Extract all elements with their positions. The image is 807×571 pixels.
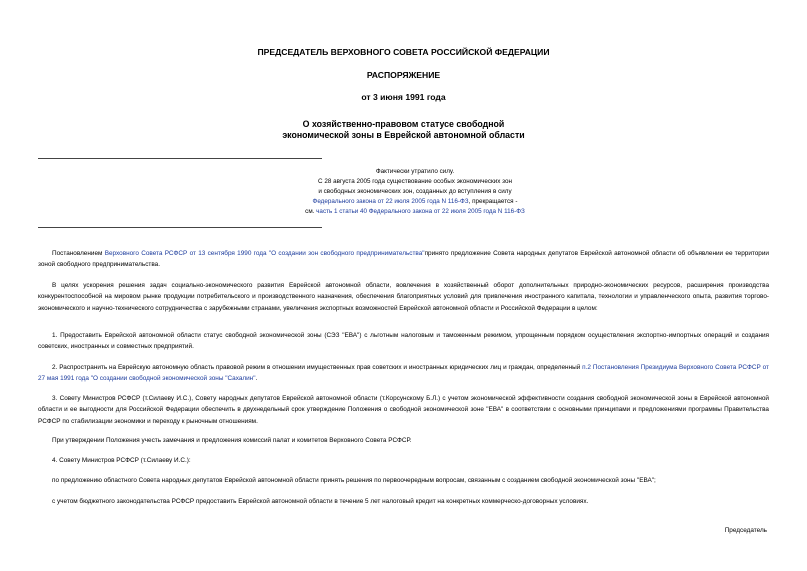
title-line-1: О хозяйственно-правовом статусе свободной: [302, 119, 505, 129]
document-title: [0, 119, 807, 141]
divider-top: [38, 158, 322, 159]
federal-law-link[interactable]: Федерального закона от 22 июля 2005 года N 116-ФЗ: [312, 198, 469, 205]
signature-title: Председатель: [724, 527, 767, 534]
document-type: РАСПОРЯЖЕНИЕ: [366, 70, 441, 80]
status-note: [230, 167, 600, 217]
note-line-4: Федерального закона от 22 июля 2005 года N 116-ФЗ, прекращается -: [312, 198, 518, 205]
divider-bottom: [38, 227, 322, 228]
issuer-heading: ПРЕДСЕДАТЕЛЬ ВЕРХОВНОГО СОВЕТА РОССИЙСКОЙ ФЕДЕРАЦИИ: [257, 47, 550, 57]
paragraph-item-2: 2. Распространить на Еврейскую автономную область правовой режим в отношении имущественных прав советских и иностранных юридических лиц и граждан, определенный п.2 Постановления Президиума Верховного Совета РСФСР от 27 мая 1991 года "О создании свободной экономической зоны "Сахалин".: [38, 364, 769, 383]
document-date: от 3 июня 1991 года: [361, 92, 446, 102]
paragraph-item-3: 3. Совету Министров РСФСР (т.Силаеву И.С.), Совету народных депутатов Еврейской автономной области (т.Корсунскому Б.Л.) с учетом экономической эффективности создания свободной экономической зоны в Еврейской автономной области и ее выгодности для Российской Федерации обеспечить в двухнедельный срок утверждение Положения о свободной экономической зоне "ЕВА" в соответствии с основными принципами и предложениями программы Правительства РСФСР по стабилизации экономики и переходу к рыночным отношениям.: [38, 395, 769, 425]
note-line-2: С 28 августа 2005 года существование особых экономических зон: [318, 178, 512, 185]
note-line-3: и свободных экономических зон, созданных до вступления в силу: [318, 188, 512, 195]
paragraph-purpose: В целях ускорения решения задач социально-экономического развития Еврейской автономной области, вовлечения в хозяйственный оборот дополнительных природно-экономических ресурсов, расширения производства конкурентоспособной на мировом рынке продукции потребительского и производственного назначения, обеспечения благоприятных условий для привлечения иностранного капитала, технологии и управленческого опыта, развития торгово-экономического и научно-технического сотрудничества с зарубежными странами, увеличения экспортных возможностей Еврейской автономной области и Российской Федерации в целом:: [38, 282, 769, 312]
paragraph-preamble: Постановлением Верховного Совета РСФСР от 13 сентября 1990 года "О создании зон свободного предпринимательства"принято предложение Совета народных депутатов Еврейской автономной области об объявлении ее территории зоной свободного предпринимательства.: [38, 250, 769, 269]
note-line-1: Фактически утратило силу.: [375, 168, 455, 175]
presidium-resolution-link[interactable]: п.2 Постановления Президиума Верховного Совета РСФСР от 27 мая 1991 года "О создании свободной экономической зоны "Сахалин": [38, 364, 769, 383]
title-line-2: экономической зоны в Еврейской автономной области: [282, 130, 525, 140]
paragraph-item-1: 1. Предоставить Еврейской автономной области статус свободной экономической зоны (СЭЗ "ЕВА") с льготным налоговым и таможенным режимом, упрощенным порядком осуществления экспортно-импортных операций и создания советских, иностранных и совместных предприятий.: [38, 332, 769, 351]
paragraph-item-4: 4. Совету Министров РСФСР (т.Силаеву И.С.):: [52, 457, 191, 464]
supreme-council-resolution-link[interactable]: Верховного Совета РСФСР от 13 сентября 1990 года "О создании зон свободного предпринимательства": [104, 250, 425, 257]
article-40-link[interactable]: часть 1 статьи 40 Федерального закона от 22 июля 2005 года N 116-ФЗ: [316, 208, 525, 215]
paragraph-item-4-a: по предложению областного Совета народных депутатов Еврейской автономной области принять решения по первоочередным вопросам, связанным с созданием свободной экономической зоны "ЕВА";: [52, 477, 656, 484]
paragraph-item-4-b: с учетом бюджетного законодательства РСФСР предоставить Еврейской автономной области в течение 5 лет налоговый кредит на конкретных коммерческо-договорных условиях.: [52, 498, 589, 505]
paragraph-item-3-note: При утверждении Положения учесть замечания и предложения комиссий палат и комитетов Верховного Совета РСФСР.: [52, 437, 412, 444]
note-line-5: см. часть 1 статьи 40 Федерального закона от 22 июля 2005 года N 116-ФЗ: [305, 208, 525, 215]
